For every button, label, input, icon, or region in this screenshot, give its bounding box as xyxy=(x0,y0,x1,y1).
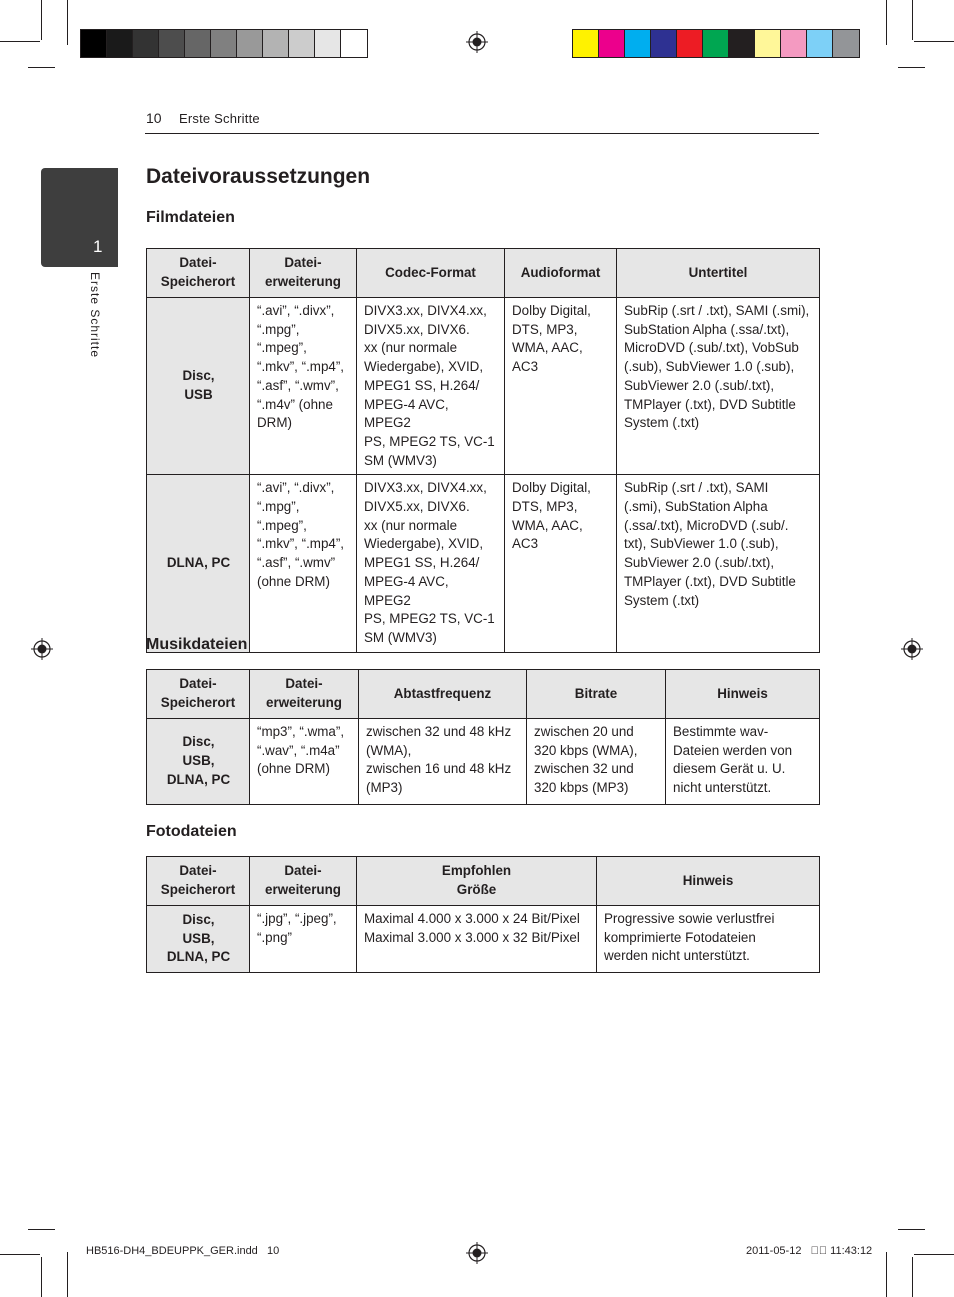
process-color-bar xyxy=(572,29,860,58)
crop-mark xyxy=(914,1254,954,1255)
crop-mark xyxy=(28,67,55,68)
chapter-tab xyxy=(41,168,118,267)
color-swatch xyxy=(159,30,185,57)
color-swatch xyxy=(107,30,133,57)
crop-mark xyxy=(898,1229,925,1230)
header-rule xyxy=(145,133,819,134)
footer-filename: HB516-DH4_BDEUPPK_GER.indd 10 xyxy=(86,1245,280,1257)
crop-mark xyxy=(886,0,887,45)
color-swatch xyxy=(677,30,703,57)
row-header-cell: Disc, USB, DLNA, PC xyxy=(147,719,250,805)
crop-mark xyxy=(912,1257,913,1297)
photo-table xyxy=(146,856,820,973)
registration-mark-icon xyxy=(31,638,53,660)
row-header-cell: Disc, USB xyxy=(147,298,250,475)
column-header: Datei- erweiterung xyxy=(250,670,359,719)
table-cell: Bestimmte wav- Dateien werden von diesem Gerät u. U. nicht unterstützt. xyxy=(666,719,820,805)
crop-mark xyxy=(912,0,913,40)
crop-mark xyxy=(67,1252,68,1297)
table-cell: “.avi”, “.divx”, “.mpg”, “.mpeg”, “.mkv”, “.mp4”, “.asf”, “.wmv” (ohne DRM) xyxy=(250,475,357,652)
chapter-number: 1 xyxy=(93,237,103,256)
table-cell: zwischen 20 und 320 kbps (WMA), zwischen 32 und 320 kbps (MP3) xyxy=(527,719,666,805)
table-header-row xyxy=(147,857,820,906)
color-swatch xyxy=(211,30,237,57)
color-swatch xyxy=(651,30,677,57)
column-header: Datei- Speicherort xyxy=(147,249,250,298)
crop-mark xyxy=(0,1254,40,1255)
color-swatch xyxy=(341,30,367,57)
table-cell: DIVX3.xx, DIVX4.xx, DIVX5.xx, DIVX6. xx (nur normale Wiedergabe), XVID, MPEG1 SS, H.264/ MPEG-4 AVC, MPEG2 PS, MPEG2 TS, VC-1 SM (WMV3) xyxy=(357,298,505,475)
color-swatch xyxy=(185,30,211,57)
color-swatch xyxy=(237,30,263,57)
color-swatch xyxy=(81,30,107,57)
color-swatch xyxy=(573,30,599,57)
color-swatch xyxy=(315,30,341,57)
section-heading-film: Filmdateien xyxy=(146,209,235,226)
crop-mark xyxy=(67,0,68,45)
row-header-cell: Disc, USB, DLNA, PC xyxy=(147,906,250,973)
table-row xyxy=(147,475,820,652)
table-header-row xyxy=(147,249,820,298)
table-cell: Dolby Digital, DTS, MP3, WMA, AAC, AC3 xyxy=(505,298,617,475)
footer-timestamp: 2011-05-12 ￿￿ 11:43:12 xyxy=(746,1245,873,1257)
column-header: Bitrate xyxy=(527,670,666,719)
film-table xyxy=(146,248,820,653)
column-header: Hinweis xyxy=(597,857,820,906)
color-swatch xyxy=(133,30,159,57)
grayscale-color-bar xyxy=(80,29,368,58)
table-cell: SubRip (.srt / .txt), SAMI (.smi), SubStation Alpha (.ssa/.txt), MicroDVD (.sub/.txt), VobSub (.sub), SubViewer 1.0 (.sub), SubViewer 2.0 (.sub/.txt), TMPlayer (.txt), DVD Subtitle System (.txt) xyxy=(617,298,820,475)
color-swatch xyxy=(625,30,651,57)
table-header-row xyxy=(147,670,820,719)
column-header: Datei- erweiterung xyxy=(250,857,357,906)
registration-mark-icon xyxy=(901,638,923,660)
color-swatch xyxy=(781,30,807,57)
crop-mark xyxy=(0,41,40,42)
color-swatch xyxy=(289,30,315,57)
table-row xyxy=(147,719,820,805)
section-heading-photo: Fotodateien xyxy=(146,823,237,840)
table-cell: Maximal 4.000 x 3.000 x 24 Bit/Pixel Maximal 3.000 x 3.000 x 32 Bit/Pixel xyxy=(357,906,597,973)
row-header-cell: DLNA, PC xyxy=(147,475,250,652)
crop-mark xyxy=(41,1257,42,1297)
color-swatch xyxy=(703,30,729,57)
page-number: 10 xyxy=(146,110,162,126)
registration-mark-icon xyxy=(466,31,488,53)
color-swatch xyxy=(755,30,781,57)
section-heading-music: Musikdateien xyxy=(146,636,248,653)
table-cell: zwischen 32 und 48 kHz (WMA), zwischen 16 und 48 kHz (MP3) xyxy=(359,719,527,805)
color-swatch xyxy=(599,30,625,57)
running-header: Erste Schritte xyxy=(179,111,260,126)
table-cell: “.jpg”, “.jpeg”, “.png” xyxy=(250,906,357,973)
color-swatch xyxy=(807,30,833,57)
registration-mark-icon xyxy=(466,1242,488,1264)
color-swatch xyxy=(263,30,289,57)
crop-mark xyxy=(28,1229,55,1230)
page-title: Dateivoraussetzungen xyxy=(146,165,371,188)
table-row xyxy=(147,906,820,973)
table-cell: DIVX3.xx, DIVX4.xx, DIVX5.xx, DIVX6. xx (nur normale Wiedergabe), XVID, MPEG1 SS, H.264/ MPEG-4 AVC, MPEG2 PS, MPEG2 TS, VC-1 SM (WMV3) xyxy=(357,475,505,652)
column-header: Codec-Format xyxy=(357,249,505,298)
crop-mark xyxy=(886,1252,887,1297)
table-row xyxy=(147,298,820,475)
column-header: Datei- Speicherort xyxy=(147,857,250,906)
crop-mark xyxy=(914,41,954,42)
column-header: Hinweis xyxy=(666,670,820,719)
column-header: Datei- Speicherort xyxy=(147,670,250,719)
table-cell: “.avi”, “.divx”, “.mpg”, “.mpeg”, “.mkv”, “.mp4”, “.asf”, “.wmv”, “.m4v” (ohne DRM) xyxy=(250,298,357,475)
table-cell: “mp3”, “.wma”, “.wav”, “.m4a” (ohne DRM) xyxy=(250,719,359,805)
column-header: Empfohlen Größe xyxy=(357,857,597,906)
table-cell: Dolby Digital, DTS, MP3, WMA, AAC, AC3 xyxy=(505,475,617,652)
crop-mark xyxy=(41,0,42,40)
column-header: Datei- erweiterung xyxy=(250,249,357,298)
column-header: Audioformat xyxy=(505,249,617,298)
color-swatch xyxy=(833,30,859,57)
chapter-label: Erste Schritte xyxy=(88,272,102,359)
column-header: Abtastfrequenz xyxy=(359,670,527,719)
table-cell: Progressive sowie verlustfrei komprimierte Fotodateien werden nicht unterstützt. xyxy=(597,906,820,973)
color-swatch xyxy=(729,30,755,57)
column-header: Untertitel xyxy=(617,249,820,298)
table-cell: SubRip (.srt / .txt), SAMI (.smi), SubStation Alpha (.ssa/.txt), MicroDVD (.sub/. txt), SubViewer 1.0 (.sub), SubViewer 2.0 (.sub/.txt), TMPlayer (.txt), DVD Subtitle System (.txt) xyxy=(617,475,820,652)
music-table xyxy=(146,669,820,805)
crop-mark xyxy=(898,67,925,68)
